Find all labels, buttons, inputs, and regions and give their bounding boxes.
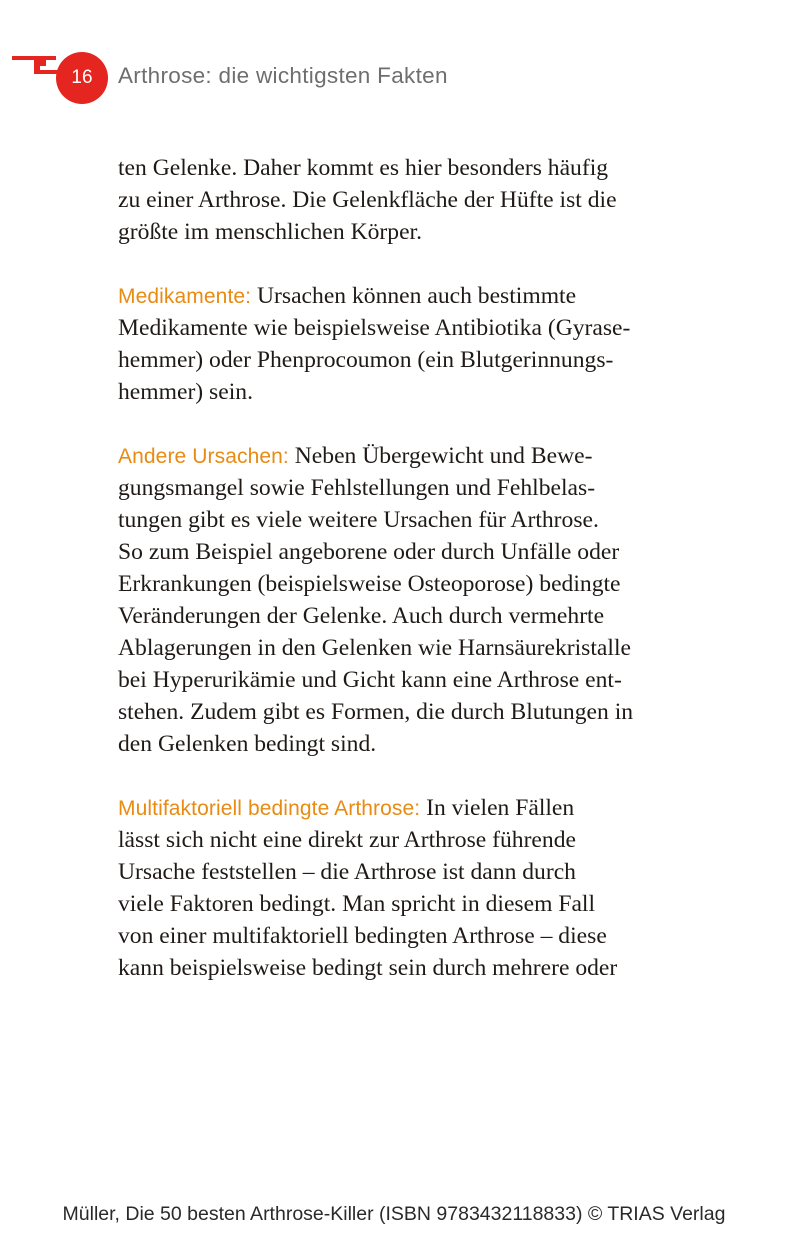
page-number-badge-icon (0, 0, 110, 110)
text-line: größte im menschlichen Körper. (118, 219, 423, 245)
text-line: stehen. Zudem gibt es Formen, die durch Blutungen in (118, 699, 634, 725)
text-line: Ursache feststellen – die Arthrose ist dann durch (118, 859, 576, 885)
paragraph-multifaktoriell (118, 792, 718, 984)
text-run: Ursachen können auch bestimmte (251, 283, 577, 309)
text-line: Ablagerungen in den Gelenken wie Harnsäurekristalle (118, 635, 631, 661)
paragraph-andere-ursachen (118, 440, 718, 760)
text-line: So zum Beispiel angeborene oder durch Unfälle oder (118, 539, 620, 565)
text-line: den Gelenken bedingt sind. (118, 731, 377, 757)
text-line (118, 440, 718, 472)
paragraph-knee-hip (118, 152, 718, 248)
text-line: Erkrankungen (beispielsweise Osteoporose) bedingte (118, 571, 621, 597)
text-line (118, 792, 718, 824)
text-line: zu einer Arthrose. Die Gelenkfläche der Hüfte ist die (118, 187, 617, 213)
text-run: In vielen Fällen (420, 795, 575, 821)
body-text (118, 152, 718, 984)
text-line: Medikamente wie beispielsweise Antibiotika (Gyrase- (118, 315, 631, 341)
text-line: gungsmangel sowie Fehlstellungen und Fehlbelas- (118, 475, 596, 501)
keyword-andere-ursachen: Andere Ursachen: (118, 445, 289, 468)
running-title: Arthrose: die wichtigsten Fakten (118, 63, 448, 88)
copyright-footer: Müller, Die 50 besten Arthrose-Killer (ISBN 9783432118833) © TRIAS Verlag (62, 1203, 726, 1225)
text-line: lässt sich nicht eine direkt zur Arthrose führende (118, 827, 576, 853)
text-line: ten Gelenke. Daher kommt es hier besonders häufig (118, 155, 609, 181)
text-line: hemmer) sein. (118, 379, 253, 405)
text-line: bei Hyperurikämie und Gicht kann eine Arthrose ent- (118, 667, 622, 693)
keyword-multifaktoriell: Multifaktoriell bedingte Arthrose: (118, 797, 421, 820)
text-line (118, 280, 718, 312)
text-line: Veränderungen der Gelenke. Auch durch vermehrte (118, 603, 605, 629)
text-run: Neben Übergewicht und Bewe- (288, 443, 593, 469)
text-line: von einer multifaktoriell bedingten Arthrose – diese (118, 923, 607, 949)
keyword-medikamente: Medikamente: (118, 285, 252, 308)
text-line: viele Faktoren bedingt. Man spricht in diesem Fall (118, 891, 596, 917)
text-line: hemmer) oder Phenprocoumon (ein Blutgerinnungs- (118, 347, 614, 373)
text-line: kann beispielsweise bedingt sein durch mehrere oder (118, 955, 618, 981)
page-header (0, 0, 788, 110)
page-number: 16 (71, 67, 93, 88)
paragraph-medikamente (118, 280, 718, 408)
text-line: tungen gibt es viele weitere Ursachen für Arthrose. (118, 507, 599, 533)
